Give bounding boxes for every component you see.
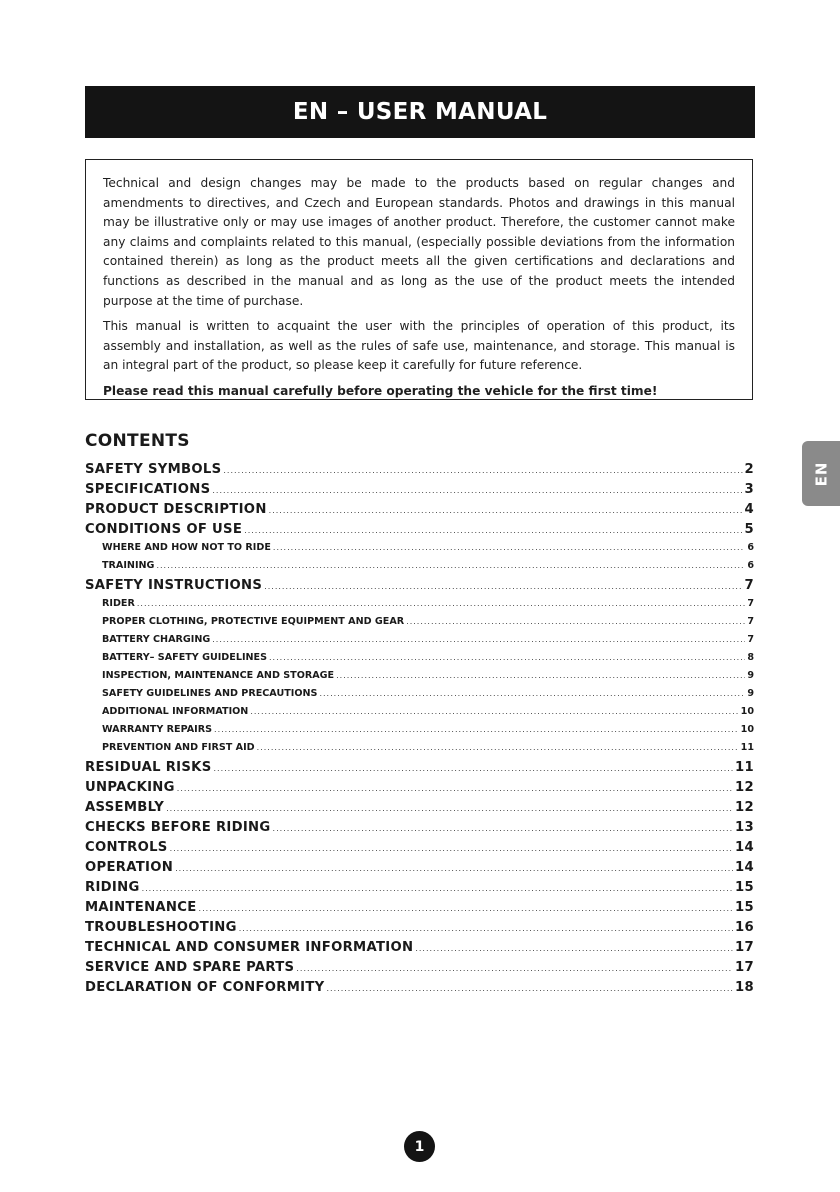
toc-entry[interactable] <box>85 920 754 940</box>
toc-entry-label: WARRANTY REPAIRS <box>102 724 213 735</box>
toc-entry-page: 12 <box>735 780 754 795</box>
toc-entry-page: 12 <box>735 800 754 815</box>
toc-leader <box>336 671 745 680</box>
toc-entry-page: 14 <box>735 860 754 875</box>
toc-entry-page: 6 <box>747 542 754 553</box>
toc-entry-page: 7 <box>747 634 754 645</box>
toc-leader <box>214 764 734 773</box>
toc-entry-page: 7 <box>747 598 754 609</box>
toc-leader <box>212 635 745 644</box>
toc-entry-page: 11 <box>735 760 754 775</box>
toc-entry-label: ASSEMBLY <box>85 800 165 815</box>
toc-entry-page: 17 <box>735 960 754 975</box>
toc-entry-page: 18 <box>735 980 754 995</box>
toc-entry-page: 11 <box>740 742 754 753</box>
toc-entry-label: UNPACKING <box>85 780 175 795</box>
toc-entry-label: ADDITIONAL INFORMATION <box>102 706 249 717</box>
toc-entry-page: 15 <box>735 880 754 895</box>
toc-subentry[interactable] <box>85 670 754 688</box>
toc-entry-page: 9 <box>747 670 754 681</box>
toc-entry-page: 10 <box>740 706 754 717</box>
toc-entry-label: DECLARATION OF CONFORMITY <box>85 980 325 995</box>
toc-entry-page: 4 <box>744 502 754 517</box>
toc-entry[interactable] <box>85 502 754 522</box>
toc-leader <box>273 824 734 833</box>
notice-warning: Please read this manual carefully before operating the vehicle for the first time! <box>103 383 658 398</box>
toc-entry-page: 15 <box>735 900 754 915</box>
toc-entry-label: PREVENTION AND FIRST AID <box>102 742 255 753</box>
page-title: EN – USER MANUAL <box>292 99 548 125</box>
toc-leader <box>244 526 742 535</box>
toc-entry[interactable] <box>85 960 754 980</box>
toc-entry[interactable] <box>85 880 754 900</box>
toc-entry-label: TROUBLESHOOTING <box>85 920 237 935</box>
toc-entry[interactable] <box>85 760 754 780</box>
toc-entry[interactable] <box>85 840 754 860</box>
toc-entry[interactable] <box>85 860 754 880</box>
toc-subentry[interactable] <box>85 706 754 724</box>
toc-entry-label: WHERE AND HOW NOT TO RIDE <box>102 542 271 553</box>
toc-leader <box>273 543 745 552</box>
toc-entry-label: SAFETY GUIDELINES AND PRECAUTIONS <box>102 688 318 699</box>
toc-leader <box>327 984 734 993</box>
toc-leader <box>212 486 742 495</box>
toc-leader <box>239 924 733 933</box>
toc-entry-label: SERVICE AND SPARE PARTS <box>85 960 295 975</box>
toc-leader <box>257 743 739 752</box>
toc-leader <box>223 466 742 475</box>
toc-subentry[interactable] <box>85 616 754 634</box>
toc-entry-label: CHECKS BEFORE RIDING <box>85 820 271 835</box>
toc-entry-page: 6 <box>747 560 754 571</box>
toc-entry-label: SAFETY INSTRUCTIONS <box>85 578 263 593</box>
toc-entry-label: SAFETY SYMBOLS <box>85 462 222 477</box>
contents-title: CONTENTS <box>85 431 190 451</box>
toc-entry-page: 7 <box>747 616 754 627</box>
toc-entry-label: SPECIFICATIONS <box>85 482 211 497</box>
page-number-badge <box>404 1131 435 1162</box>
toc-subentry[interactable] <box>85 542 754 560</box>
toc-leader <box>319 689 745 698</box>
toc-entry-page: 16 <box>735 920 754 935</box>
toc-leader <box>137 599 745 608</box>
toc-subentry[interactable] <box>85 598 754 616</box>
toc-subentry[interactable] <box>85 688 754 706</box>
language-side-tab <box>802 441 840 506</box>
toc-entry-label: BATTERY CHARGING <box>102 634 211 645</box>
toc-leader <box>199 904 734 913</box>
toc-leader <box>406 617 745 626</box>
toc-leader <box>250 707 738 716</box>
toc-entry[interactable] <box>85 522 754 542</box>
toc-entry[interactable] <box>85 780 754 800</box>
toc-entry[interactable] <box>85 940 754 960</box>
toc-leader <box>170 844 733 853</box>
toc-entry[interactable] <box>85 900 754 920</box>
toc-entry-label: MAINTENANCE <box>85 900 197 915</box>
toc-entry[interactable] <box>85 820 754 840</box>
toc-entry-label: TRAINING <box>102 560 155 571</box>
toc-leader <box>175 864 733 873</box>
toc-subentry[interactable] <box>85 652 754 670</box>
toc-leader <box>296 964 733 973</box>
toc-subentry[interactable] <box>85 724 754 742</box>
toc-entry[interactable] <box>85 578 754 598</box>
toc-entry[interactable] <box>85 980 754 1000</box>
toc-entry-label: INSPECTION, MAINTENANCE AND STORAGE <box>102 670 335 681</box>
page-number: 1 <box>414 1138 425 1155</box>
notice-paragraph-1: Technical and design changes may be made to the products based on regular changes and amendments to directives, and Czech and European standards. Photos and drawings in this manual may be illustrative only or may use images of another product. Therefore, the customer cannot make any claims and complaints related to this manual, (especially possible deviations from the information contained therein) as long as the product meets all the given certifications and declarations and functions as described in the manual and as long as the use of the product meets the intended purpose at the time of purchase. <box>103 176 735 308</box>
toc-entry-page: 7 <box>744 578 754 593</box>
toc-entry-label: RIDER <box>102 598 135 609</box>
toc-leader <box>156 561 745 570</box>
toc-leader <box>264 582 742 591</box>
toc-subentry[interactable] <box>85 742 754 760</box>
toc-entry-label: OPERATION <box>85 860 174 875</box>
toc-entry-page: 14 <box>735 840 754 855</box>
toc-entry-label: TECHNICAL AND CONSUMER INFORMATION <box>85 940 414 955</box>
toc-entry-page: 10 <box>740 724 754 735</box>
notice-box <box>85 159 753 400</box>
toc-leader <box>214 725 739 734</box>
toc-entry-label: RIDING <box>85 880 140 895</box>
toc-entry-page: 9 <box>747 688 754 699</box>
table-of-contents <box>85 462 754 1000</box>
toc-entry[interactable] <box>85 800 754 820</box>
toc-entry-page: 2 <box>744 462 754 477</box>
toc-entry-page: 3 <box>744 482 754 497</box>
toc-entry-label: BATTERY– SAFETY GUIDELINES <box>102 652 267 663</box>
toc-leader <box>269 653 745 662</box>
toc-entry[interactable] <box>85 482 754 502</box>
toc-entry-label: PRODUCT DESCRIPTION <box>85 502 267 517</box>
toc-entry-page: 5 <box>744 522 754 537</box>
notice-paragraph-2: This manual is written to acquaint the user with the principles of operation of this product, its assembly and installation, as well as the rules of safe use, maintenance, and storage. This manual is an integral part of the product, so please keep it carefully for future reference. <box>103 319 735 373</box>
toc-entry-page: 17 <box>735 940 754 955</box>
page-header <box>85 86 755 138</box>
toc-entry-page: 13 <box>735 820 754 835</box>
toc-entry[interactable] <box>85 462 754 482</box>
toc-subentry[interactable] <box>85 560 754 578</box>
toc-leader <box>415 944 733 953</box>
toc-entry-label: CONDITIONS OF USE <box>85 522 243 537</box>
language-tab-label: EN <box>812 461 830 486</box>
toc-subentry[interactable] <box>85 634 754 652</box>
toc-leader <box>269 506 743 515</box>
toc-leader <box>177 784 733 793</box>
toc-leader <box>142 884 733 893</box>
toc-entry-label: CONTROLS <box>85 840 168 855</box>
toc-entry-label: RESIDUAL RISKS <box>85 760 212 775</box>
toc-leader <box>166 804 733 813</box>
toc-entry-page: 8 <box>747 652 754 663</box>
toc-entry-label: PROPER CLOTHING, PROTECTIVE EQUIPMENT AND GEAR <box>102 616 405 627</box>
